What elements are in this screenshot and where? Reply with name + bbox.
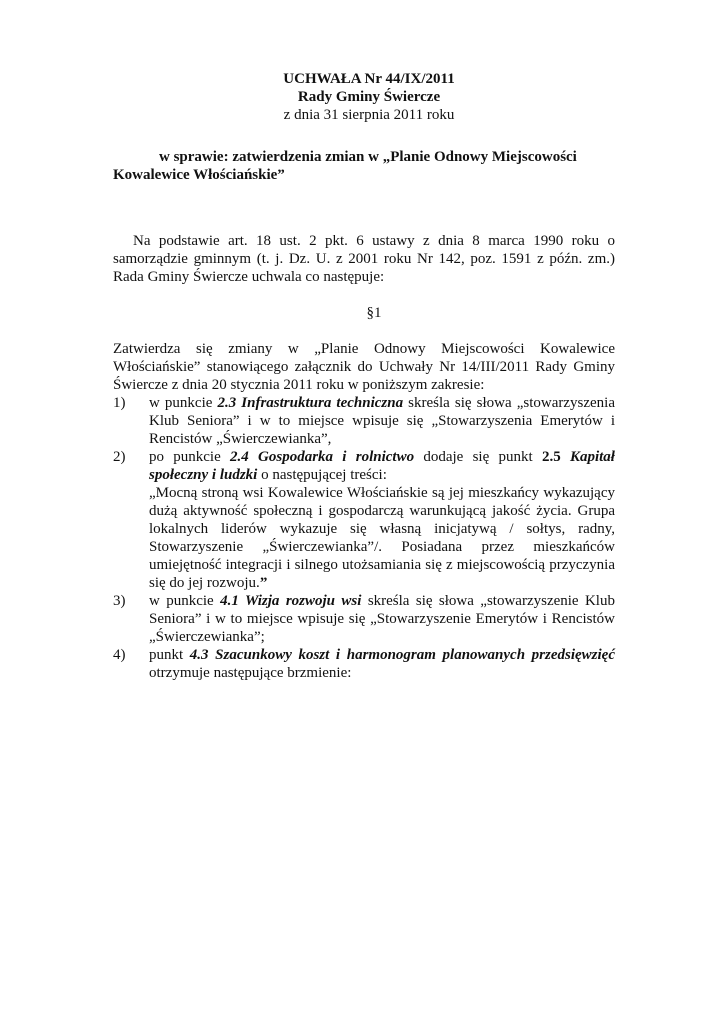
- resolution-subject: [113, 148, 615, 184]
- item-section-ref: 4.3 Szacunkowy koszt i harmonogram planowanych przedsięwzięć: [189, 647, 615, 663]
- item-section-ref: 2.3 Infrastruktura techniczna: [217, 395, 404, 411]
- list-item: [113, 394, 615, 448]
- item-text: po punkcie: [149, 449, 231, 465]
- subject-line-1: w sprawie: zatwierdzenia zmian w „Planie Odnowy Miejscowości: [159, 149, 577, 165]
- item-number: 3): [113, 593, 126, 609]
- quoted-text-body: „Mocną stroną wsi Kowalewice Włościańskie są jej mieszkańcy wykazujący dużą aktywność społeczną i gospodarczą warunkującą jakość życia. Grupa lokalnych liderów wykazuje się własną inicjatywą / sołtys, radny, Stowarzyszenie „Świerczewianka”/. Posiadana przez mieszkańców umiejętność integracji i silnego utożsamiania się z miejscowością przyczynia się do jej rozwoju.: [149, 485, 615, 591]
- list-item: [113, 592, 615, 646]
- item-text: punkt: [149, 647, 190, 663]
- item-section-ref: 2.4 Gospodarka i rolnictwo: [230, 449, 415, 465]
- subject-line-2: Kowalewice Włościańskie”: [113, 167, 285, 183]
- list-item: [113, 646, 615, 682]
- item-text: dodaje się punkt: [414, 449, 542, 465]
- item-section-title: Kapitał społeczny i ludzki: [149, 449, 615, 483]
- list-item: [113, 448, 615, 592]
- intro-text: Zatwierdza się zmiany w „Planie Odnowy Miejscowości Kowalewice Włościańskie” stanowiącego załącznik do Uchwały Nr 14/III/2011 Rady Gminy Świercze z dnia 20 stycznia 2011 roku w poniższym zakresie:: [113, 341, 615, 393]
- amendment-list: [113, 394, 615, 682]
- quoted-text: [149, 484, 615, 592]
- item-number: 2): [113, 449, 126, 465]
- item-text: w punkcie: [149, 593, 221, 609]
- quote-close: ”: [259, 575, 268, 591]
- item-text: o następującej treści:: [257, 467, 387, 483]
- resolution-date: z dnia 31 sierpnia 2011 roku: [283, 107, 455, 123]
- item-text: otrzymuje następujące brzmienie:: [149, 665, 352, 681]
- paragraph-mark: §1: [366, 305, 382, 321]
- council-name: Rady Gminy Świercze: [297, 89, 441, 105]
- item-number: 1): [113, 395, 126, 411]
- item-text: skreśla się słowa „stowarzyszenie Klub Seniora” i w to miejsce wpisuje się „Stowarzyszenie Emerytów i Rencistów „Świerczewianka”;: [149, 593, 615, 645]
- legal-basis: Na podstawie art. 18 ust. 2 pkt. 6 ustawy z dnia 8 marca 1990 roku o samorządzie gminnym (t. j. Dz. U. z 2001 roku Nr 142, poz. 1591 z późn. zm.) Rada Gminy Świercze uchwala co następuje:: [113, 233, 615, 285]
- item-number: 4): [113, 647, 126, 663]
- item-section-number: 2.5: [541, 449, 561, 465]
- item-text: skreśla się słowa „stowarzyszenia Klub Seniora” i w to miejsce wpisuje się „Stowarzyszenia Emerytów i Rencistów „Świerczewianka”,: [149, 395, 615, 447]
- item-section-ref: 4.1 Wizja rozwoju wsi: [220, 593, 362, 609]
- item-text: w punkcie: [149, 395, 218, 411]
- resolution-title: UCHWAŁA Nr 44/IX/2011: [283, 71, 455, 87]
